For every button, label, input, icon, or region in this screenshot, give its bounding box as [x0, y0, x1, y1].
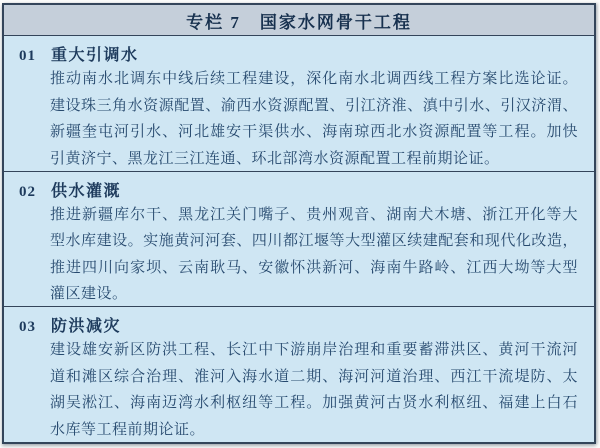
section-text-line: 灌区建设。 [50, 286, 128, 303]
section-text-line: 推动南水北调东中线后续工程建设，深化南水北调西线工程方案比选论证。 [50, 71, 578, 87]
panel-title: 专栏 7 国家水网骨干工程 [186, 12, 412, 32]
section-major-water-diversion [4, 36, 594, 171]
section-text-line: 推进新疆库尔干、黑龙江关门嘴子、贵州观音、湖南犬木塘、浙江开化等大 [50, 206, 578, 223]
section-text-line: 建设珠三角水资源配置、渝西水资源配置、引江济淮、滇中引水、引汉济渭、 [50, 97, 578, 114]
section-heading [17, 40, 578, 66]
section-text-line: 新疆奎屯河引水、河北雄安干渠供水、海南琼西北水资源配置等工程。加快 [50, 124, 578, 140]
panel-body [4, 36, 594, 442]
section-text-line: 型水库建设。实施黄河河套、四川都江堰等大型灌区续建配套和现代化改造， [50, 233, 578, 250]
section-text [50, 337, 578, 442]
section-heading [17, 311, 578, 337]
section-title: 防洪减灾 [51, 318, 122, 336]
section-title: 供水灌溉 [51, 182, 122, 200]
panel-title-bar [4, 5, 594, 36]
section-text-line: 推进四川向家坝、云南耿马、安徽怀洪新河、海南牛路岭、江西大坳等大型 [50, 259, 578, 276]
section-text [50, 66, 578, 171]
section-heading [17, 176, 578, 202]
section-text-line: 道和滩区综合治理、淮河入海水道二期、海河河道治理、西江干流堤防、太 [50, 368, 578, 385]
section-text [50, 202, 578, 307]
section-title: 重大引调水 [51, 47, 139, 64]
section-text-line: 湖吴淞江、海南迈湾水利枢纽等工程。加强黄河古贤水利枢纽、福建上白石 [50, 395, 578, 412]
section-water-supply-irrigation [4, 172, 594, 307]
section-text-line: 引黄济宁、黑龙江三江连通、环北部湾水资源配置工程前期论证。 [50, 150, 500, 167]
column-panel [2, 3, 596, 444]
section-text-line: 建设雄安新区防洪工程、长江中下游崩岸治理和重要蓄滞洪区、黄河干流河 [50, 342, 578, 359]
section-number: 01 [19, 48, 36, 64]
section-number: 03 [19, 319, 36, 336]
section-text-line: 水库等工程前期论证。 [50, 421, 206, 438]
section-flood-control [4, 307, 594, 442]
section-number: 02 [19, 183, 36, 200]
